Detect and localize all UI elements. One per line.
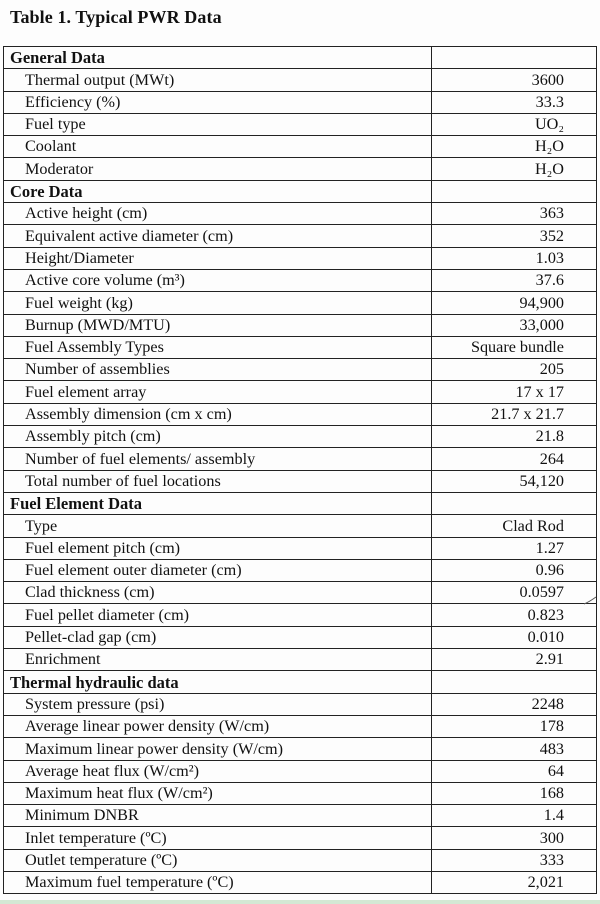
- pen-mark-icon: [583, 596, 597, 606]
- section-header-row: [4, 671, 597, 693]
- row-value: 33.3: [432, 91, 597, 113]
- row-label: Active height (cm): [4, 203, 432, 225]
- row-value: 2,021: [432, 871, 597, 893]
- table-row: [4, 336, 597, 358]
- table-row: [4, 136, 597, 158]
- row-value: 1.27: [432, 537, 597, 559]
- table-row: [4, 91, 597, 113]
- row-value: 1.4: [432, 805, 597, 827]
- row-label: Maximum linear power density (W/cm): [4, 738, 432, 760]
- row-label: Minimum DNBR: [4, 805, 432, 827]
- table-row: [4, 760, 597, 782]
- row-value: 1.03: [432, 247, 597, 269]
- row-value: 352: [432, 225, 597, 247]
- table-body: [4, 47, 597, 894]
- row-label: Maximum heat flux (W/cm²): [4, 782, 432, 804]
- section-header-row: [4, 180, 597, 202]
- table-row: [4, 359, 597, 381]
- table-row: [4, 738, 597, 760]
- row-label: Moderator: [4, 158, 432, 180]
- row-label: Burnup (MWD/MTU): [4, 314, 432, 336]
- table-row: [4, 871, 597, 893]
- section-value-empty: [432, 47, 597, 69]
- row-label: Maximum fuel temperature (ºC): [4, 871, 432, 893]
- pwr-data-table-container: [3, 46, 595, 894]
- row-label: Coolant: [4, 136, 432, 158]
- row-value: H₂O: [432, 136, 597, 158]
- row-label: Enrichment: [4, 649, 432, 671]
- section-title: Core Data: [4, 180, 432, 202]
- table-row: [4, 849, 597, 871]
- section-header-row: [4, 492, 597, 514]
- row-value: 21.8: [432, 426, 597, 448]
- table-row: [4, 604, 597, 626]
- row-value: 0.823: [432, 604, 597, 626]
- row-label: Number of assemblies: [4, 359, 432, 381]
- row-value: 483: [432, 738, 597, 760]
- row-value: 37.6: [432, 269, 597, 291]
- table-row: [4, 426, 597, 448]
- table-caption: Table 1. Typical PWR Data: [10, 7, 222, 27]
- row-label: Fuel element outer diameter (cm): [4, 559, 432, 581]
- row-label: Average linear power density (W/cm): [4, 715, 432, 737]
- section-header-row: [4, 47, 597, 69]
- row-label: Inlet temperature (ºC): [4, 827, 432, 849]
- table-row: [4, 381, 597, 403]
- row-value: 33,000: [432, 314, 597, 336]
- row-value: 64: [432, 760, 597, 782]
- row-label: Fuel weight (kg): [4, 292, 432, 314]
- row-label: Fuel element array: [4, 381, 432, 403]
- table-row: [4, 225, 597, 247]
- section-value-empty: [432, 180, 597, 202]
- row-label: Total number of fuel locations: [4, 470, 432, 492]
- table-row: [4, 203, 597, 225]
- row-label: Fuel element pitch (cm): [4, 537, 432, 559]
- row-label: Active core volume (m³): [4, 269, 432, 291]
- table-row: [4, 515, 597, 537]
- row-label: Height/Diameter: [4, 247, 432, 269]
- table-row: [4, 805, 597, 827]
- section-title: General Data: [4, 47, 432, 69]
- row-value: 205: [432, 359, 597, 381]
- row-value: 54,120: [432, 470, 597, 492]
- row-value: 0.010: [432, 626, 597, 648]
- row-value: 264: [432, 448, 597, 470]
- table-row: [4, 269, 597, 291]
- row-label: Fuel Assembly Types: [4, 336, 432, 358]
- row-value: 3600: [432, 69, 597, 91]
- row-label: Thermal output (MWt): [4, 69, 432, 91]
- section-title: Fuel Element Data: [4, 492, 432, 514]
- row-label: Clad thickness (cm): [4, 582, 432, 604]
- table-row: [4, 470, 597, 492]
- table-row: [4, 314, 597, 336]
- table-row: [4, 69, 597, 91]
- section-value-empty: [432, 492, 597, 514]
- row-value: 2.91: [432, 649, 597, 671]
- row-value: Square bundle: [432, 336, 597, 358]
- table-row: [4, 537, 597, 559]
- row-value: 168: [432, 782, 597, 804]
- row-label: Average heat flux (W/cm²): [4, 760, 432, 782]
- table-row: [4, 292, 597, 314]
- row-value: 0.96: [432, 559, 597, 581]
- table-row: [4, 649, 597, 671]
- row-value: H₂O: [432, 158, 597, 180]
- row-label: Equivalent active diameter (cm): [4, 225, 432, 247]
- row-value: 0.0597: [432, 582, 597, 604]
- row-value: 17 x 17: [432, 381, 597, 403]
- row-label: Number of fuel elements/ assembly: [4, 448, 432, 470]
- row-label: Type: [4, 515, 432, 537]
- row-label: Fuel type: [4, 113, 432, 135]
- row-label: Pellet-clad gap (cm): [4, 626, 432, 648]
- table-row: [4, 559, 597, 581]
- row-value: 363: [432, 203, 597, 225]
- table-row: [4, 582, 597, 604]
- table-row: [4, 403, 597, 425]
- row-value: 21.7 x 21.7: [432, 403, 597, 425]
- section-title: Thermal hydraulic data: [4, 671, 432, 693]
- row-label: System pressure (psi): [4, 693, 432, 715]
- row-label: Outlet temperature (ºC): [4, 849, 432, 871]
- table-row: [4, 626, 597, 648]
- pwr-data-table: [3, 46, 597, 894]
- row-value: Clad Rod: [432, 515, 597, 537]
- row-value: UO₂: [432, 113, 597, 135]
- row-value: 333: [432, 849, 597, 871]
- table-row: [4, 247, 597, 269]
- row-label: Efficiency (%): [4, 91, 432, 113]
- row-value: 2248: [432, 693, 597, 715]
- table-row: [4, 448, 597, 470]
- row-label: Assembly pitch (cm): [4, 426, 432, 448]
- table-row: [4, 693, 597, 715]
- table-row: [4, 715, 597, 737]
- section-value-empty: [432, 671, 597, 693]
- table-row: [4, 827, 597, 849]
- row-value: 300: [432, 827, 597, 849]
- row-value: 178: [432, 715, 597, 737]
- page-bottom-strip: [0, 900, 600, 904]
- table-row: [4, 113, 597, 135]
- table-row: [4, 158, 597, 180]
- row-label: Fuel pellet diameter (cm): [4, 604, 432, 626]
- table-row: [4, 782, 597, 804]
- row-label: Assembly dimension (cm x cm): [4, 403, 432, 425]
- row-value: 94,900: [432, 292, 597, 314]
